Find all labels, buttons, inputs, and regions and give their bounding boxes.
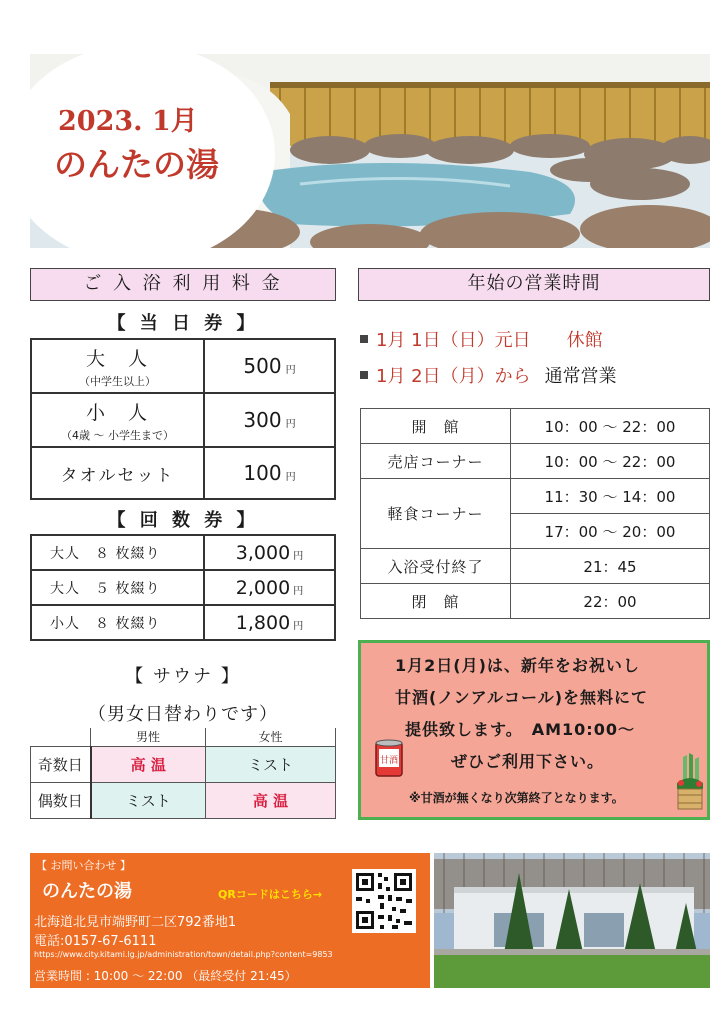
fee-price: 300	[243, 408, 282, 432]
newyear-item-date: 1月 2日（月）から	[376, 366, 531, 387]
table-row	[31, 570, 335, 605]
fee-note: （4歳 ～ 小学生まで）	[61, 428, 174, 442]
fee-price-cell	[204, 339, 335, 393]
sauna-male-type: ミスト	[91, 782, 206, 818]
table-row	[31, 728, 336, 746]
multi-price-cell	[204, 570, 335, 605]
fee-label-cell	[31, 447, 204, 499]
fees-heading: ご 入 浴 利 用 料 金	[30, 268, 336, 301]
multi-label: 大人 ８ 枚綴り	[31, 535, 204, 570]
table-row	[31, 535, 335, 570]
sauna-col-female: 女性	[206, 728, 336, 746]
notice-line: 1月2日(月)は、新年をお祝いし	[395, 656, 640, 675]
hours-label: 軽食コーナー	[361, 479, 511, 549]
hours-label: 開 館	[361, 409, 511, 444]
fee-note: （中学生以上）	[79, 374, 156, 388]
contact-hours: 営業時間 : 10:00 ～ 22:00 （最終受付 21:45）	[34, 969, 297, 983]
hero-facility-name: のんたの湯	[54, 145, 219, 184]
sauna-table	[30, 728, 336, 819]
can-label: 甘酒	[379, 756, 399, 766]
table-row	[31, 782, 336, 818]
notice-line: 甘酒(ノンアルコール)を無料にて	[395, 688, 649, 707]
fee-price-cell	[204, 447, 335, 499]
table-row	[31, 393, 335, 447]
fee-label: 大 人	[85, 347, 149, 370]
sauna-male-type: 高 温	[91, 746, 206, 782]
facility-exterior-photo	[434, 853, 710, 988]
hours-time: 21：45	[511, 549, 710, 584]
yen-unit: 円	[285, 419, 296, 430]
table-row	[31, 339, 335, 393]
yen-unit: 円	[293, 550, 304, 562]
contact-url[interactable]: https://www.city.kitami.lg.jp/administration/town/detail.php?content=9853	[34, 950, 333, 959]
multi-label: 小人 ８ 枚綴り	[31, 605, 204, 640]
hours-label: 入浴受付終了	[361, 549, 511, 584]
multi-price-cell	[204, 535, 335, 570]
newyear-item-status: 通常営業	[544, 366, 617, 387]
fee-label-cell	[31, 339, 204, 393]
notice-footnote: ※甘酒が無くなり次第終了となります。	[409, 791, 624, 805]
hours-time: 22：00	[511, 584, 710, 619]
contact-address: 北海道北見市端野町二区792番地1	[34, 915, 237, 930]
contact-tag: 【 お問い合わせ 】	[36, 859, 131, 872]
table-row	[361, 444, 710, 479]
table-row	[361, 479, 710, 514]
amazake-can-icon	[373, 739, 405, 779]
multi-price: 2,000	[235, 576, 291, 599]
contact-phone: 電話:0157-67-6111	[34, 934, 157, 949]
amazake-notice	[358, 640, 710, 820]
newyear-item	[360, 326, 603, 352]
table-row	[361, 409, 710, 444]
multi-price: 3,000	[235, 541, 291, 564]
day-ticket-heading: 【 当 日 券 】	[107, 313, 259, 334]
hours-time: 10：00 ～ 22：00	[511, 409, 710, 444]
yen-unit: 円	[285, 472, 296, 483]
notice-line: ぜひご利用下さい。	[451, 752, 605, 771]
sauna-day: 偶数日	[31, 782, 91, 818]
multi-label: 大人 ５ 枚綴り	[31, 570, 204, 605]
qr-label: QRコードはこちら→	[218, 888, 323, 901]
hours-time: 17：00 ～ 20：00	[511, 514, 710, 549]
table-row	[361, 584, 710, 619]
newyear-item-status: 休館	[566, 330, 603, 351]
newyear-item	[360, 362, 617, 388]
yen-unit: 円	[293, 620, 304, 632]
bullet-square-icon	[360, 371, 368, 379]
newyear-item-date: 1月 1日（日）元日	[376, 330, 531, 351]
newyear-heading: 年始の営業時間	[358, 268, 710, 301]
fee-label: タオルセット	[60, 465, 175, 486]
hero-title	[54, 102, 219, 188]
hours-label: 閉 館	[361, 584, 511, 619]
qr-code-icon[interactable]	[352, 869, 416, 933]
yen-unit: 円	[293, 585, 304, 597]
hero-year-month: 2023. 1月	[58, 106, 198, 137]
yen-unit: 円	[285, 365, 296, 376]
multi-ticket-heading: 【 回 数 券 】	[107, 510, 259, 531]
sauna-day: 奇数日	[31, 746, 91, 782]
sauna-subheading: （男女日替わりです）	[88, 704, 278, 725]
multi-price-cell	[204, 605, 335, 640]
fee-price: 500	[243, 354, 282, 378]
building-photo	[434, 853, 710, 988]
notice-line: 提供致します。 AM10:00～	[405, 720, 635, 739]
fee-price: 100	[243, 461, 282, 485]
sauna-female-type: ミスト	[206, 746, 336, 782]
hours-time: 10：00 ～ 22：00	[511, 444, 710, 479]
day-ticket-table	[30, 338, 336, 500]
hours-label: 売店コーナー	[361, 444, 511, 479]
table-row	[31, 746, 336, 782]
sauna-female-type: 高 温	[206, 782, 336, 818]
table-row	[31, 447, 335, 499]
contact-facility-name: のんたの湯	[42, 881, 132, 902]
fee-price-cell	[204, 393, 335, 447]
sauna-corner-cell	[31, 728, 91, 746]
sauna-heading: 【 サウナ 】	[125, 666, 241, 687]
fee-label-cell	[31, 393, 204, 447]
table-row	[31, 605, 335, 640]
multi-ticket-table	[30, 534, 336, 641]
kadomatsu-icon	[673, 753, 707, 813]
sauna-col-male: 男性	[91, 728, 206, 746]
multi-price: 1,800	[235, 611, 291, 634]
bullet-square-icon	[360, 335, 368, 343]
fee-label: 小 人	[85, 401, 149, 424]
contact-panel	[30, 853, 430, 988]
hero-banner	[30, 54, 710, 248]
hours-time: 11：30 ～ 14：00	[511, 479, 710, 514]
table-row	[361, 549, 710, 584]
hours-table	[360, 408, 710, 619]
